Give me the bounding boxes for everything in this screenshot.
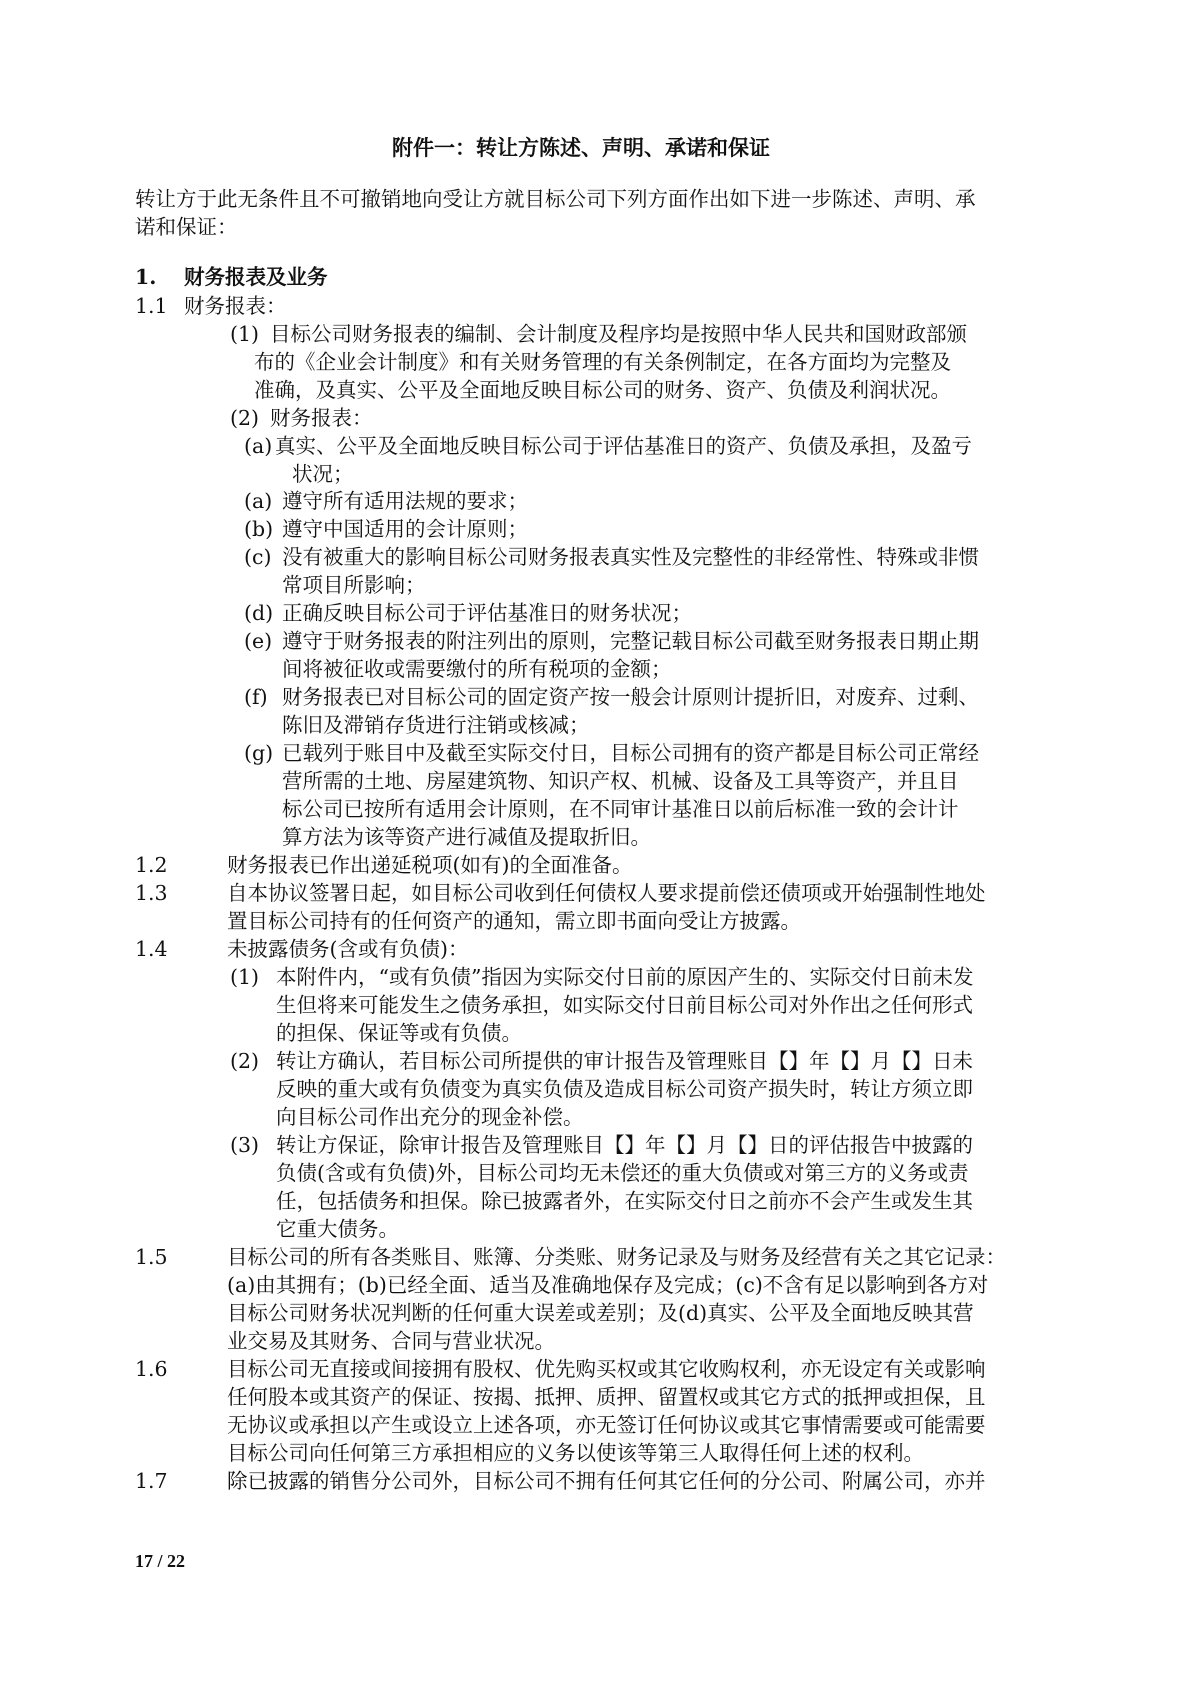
clause-1-5-line: (a)由其拥有；(b)已经全面、适当及准确地保存及完成；(c)不含有足以影响到各方对 xyxy=(227,1273,989,1297)
sub-a-marker: (a) xyxy=(244,489,273,513)
sub-d-line: 正确反映目标公司于评估基准日的财务状况； xyxy=(282,601,692,625)
clause-1-6-number: 1.6 xyxy=(135,1357,168,1381)
clause-1-4-item-2-line: 向目标公司作出充分的现金补偿。 xyxy=(276,1105,584,1129)
clause-1-4-item-3-line: 转让方保证，除审计报告及管理账目【】年【】月【】日的评估报告中披露的 xyxy=(276,1133,973,1157)
page-number: 17 / 22 xyxy=(135,1551,186,1571)
clause-1-7-number: 1.7 xyxy=(135,1469,168,1493)
sub-g-marker: (g) xyxy=(244,741,274,765)
clause-1-4-item-2-marker: (2) xyxy=(230,1049,260,1073)
clause-1-4-item-1-line: 生但将来可能发生之债务承担，如实际交付日前目标公司对外作出之任何形式 xyxy=(276,993,973,1017)
clause-1-3-number: 1.3 xyxy=(135,881,168,905)
sub-b-line: 遵守中国适用的会计原则； xyxy=(282,517,528,541)
item-1-line: 准确，及真实、公平及全面地反映目标公司的财务、资产、负债及利润状况。 xyxy=(254,378,951,402)
sub-f-line: 陈旧及滞销存货进行注销或核减； xyxy=(282,713,590,737)
sub-d-marker: (d) xyxy=(244,601,274,625)
clause-1-4-item-1-marker: (1) xyxy=(230,965,260,989)
clause-1-4-number: 1.4 xyxy=(135,937,168,961)
intro-line-2: 诺和保证： xyxy=(135,215,238,239)
sub-b-marker: (b) xyxy=(244,517,274,541)
clause-1-2-line: 财务报表已作出递延税项(如有)的全面准备。 xyxy=(227,853,633,877)
clause-1-5-line: 业交易及其财务、合同与营业状况。 xyxy=(227,1329,555,1353)
clause-1-6-line: 无协议或承担以产生或设立上述各项，亦无签订任何协议或其它事情需要或可能需要 xyxy=(227,1413,986,1437)
clause-1-3-line: 自本协议签署日起，如目标公司收到任何债权人要求提前偿还债项或开始强制性地处 xyxy=(227,881,986,905)
sub-g-line: 标公司已按所有适用会计原则，在不同审计基准日以前后标准一致的会计计 xyxy=(282,797,959,821)
clause-1-5-number: 1.5 xyxy=(135,1245,168,1269)
sub-first-line: 状况； xyxy=(292,462,354,486)
clause-1-5-line: 目标公司的所有各类账目、账簿、分类账、财务记录及与财务及经营有关之其它记录： xyxy=(227,1245,1006,1269)
sub-c-marker: (c) xyxy=(244,545,272,569)
clause-1-7-line: 除已披露的销售分公司外，目标公司不拥有任何其它任何的分公司、附属公司，亦并 xyxy=(227,1469,986,1493)
item-2-text: 财务报表： xyxy=(270,406,373,430)
clause-1-2-number: 1.2 xyxy=(135,853,168,877)
clause-1-4-item-1-line: 本附件内，“或有负债”指因为实际交付日前的原因产生的、实际交付日前未发 xyxy=(276,965,974,989)
clause-1-6-line: 目标公司无直接或间接拥有股权、优先购买权或其它收购权利，亦无设定有关或影响 xyxy=(227,1357,986,1381)
sub-f-line: 财务报表已对目标公司的固定资产按一般会计原则计提折旧，对废弃、过剩、 xyxy=(282,685,979,709)
clause-1-3-line: 置目标公司持有的任何资产的通知，需立即书面向受让方披露。 xyxy=(227,909,801,933)
sub-e-line: 遵守于财务报表的附注列出的原则，完整记载目标公司截至财务报表日期止期 xyxy=(282,629,979,653)
sub-g-line: 已载列于账目中及截至实际交付日，目标公司拥有的资产都是目标公司正常经 xyxy=(282,741,979,765)
clause-1-5-line: 目标公司财务状况判断的任何重大误差或差别；及(d)真实、公平及全面地反映其营 xyxy=(227,1301,974,1325)
sub-f-marker: (f) xyxy=(244,685,268,709)
sub-e-line: 间将被征收或需要缴付的所有税项的金额； xyxy=(282,657,672,681)
item-1-line: 布的《企业会计制度》和有关财务管理的有关条例制定，在各方面均为完整及 xyxy=(254,350,951,374)
clause-1-6-line: 任何股本或其资产的保证、按揭、抵押、质押、留置权或其它方式的抵押或担保，且 xyxy=(227,1385,986,1409)
sub-g-line: 营所需的土地、房屋建筑物、知识产权、机械、设备及工具等资产，并且目 xyxy=(282,769,959,793)
page-title: 附件一：转让方陈述、声明、承诺和保证 xyxy=(392,135,770,160)
clause-1-4-item-1-line: 的担保、保证等或有负债。 xyxy=(276,1021,522,1045)
clause-1-1-number: 1.1 xyxy=(135,294,168,318)
sub-c-line: 没有被重大的影响目标公司财务报表真实性及完整性的非经常性、特殊或非惯 xyxy=(282,545,979,569)
item-1-marker: (1) xyxy=(230,322,260,346)
sub-a-line: 遵守所有适用法规的要求； xyxy=(282,489,528,513)
clause-1-4-item-2-line: 转让方确认，若目标公司所提供的审计报告及管理账目【】年【】月【】日未 xyxy=(276,1049,973,1073)
sub-first-line: 真实、公平及全面地反映目标公司于评估基准日的资产、负债及承担，及盈亏 xyxy=(275,434,972,458)
clause-1-4-item-2-line: 反映的重大或有负债变为真实负债及造成目标公司资产损失时，转让方须立即 xyxy=(276,1077,973,1101)
intro-line-1: 转让方于此无条件且不可撤销地向受让方就目标公司下列方面作出如下进一步陈述、声明、承 xyxy=(135,187,976,211)
sub-e-marker: (e) xyxy=(244,629,273,653)
clause-1-4-item-3-line: 任，包括债务和担保。除已披露者外，在实际交付日之前亦不会产生或发生其 xyxy=(276,1189,973,1213)
section-1-heading: 财务报表及业务 xyxy=(184,265,328,289)
sub-c-line: 常项目所影响； xyxy=(282,573,426,597)
section-1-number: 1. xyxy=(135,265,157,289)
clause-1-6-line: 目标公司向任何第三方承担相应的义务以使该等第三人取得任何上述的权利。 xyxy=(227,1441,924,1465)
clause-1-4-line: 未披露债务(含或有负债)： xyxy=(227,937,469,961)
item-1-line: 目标公司财务报表的编制、会计制度及程序均是按照中华人民共和国财政部颁 xyxy=(270,322,967,346)
clause-1-4-item-3-marker: (3) xyxy=(230,1133,260,1157)
clause-1-4-item-3-line: 它重大债务。 xyxy=(276,1217,399,1241)
sub-first-marker: (a) xyxy=(244,434,273,458)
clause-1-4-item-3-line: 负债(含或有负债)外，目标公司均无未偿还的重大负债或对第三方的义务或责 xyxy=(276,1161,969,1185)
sub-g-line: 算方法为该等资产进行减值及提取折旧。 xyxy=(282,825,651,849)
clause-1-1-label: 财务报表： xyxy=(184,294,287,318)
item-2-marker: (2) xyxy=(230,406,260,430)
